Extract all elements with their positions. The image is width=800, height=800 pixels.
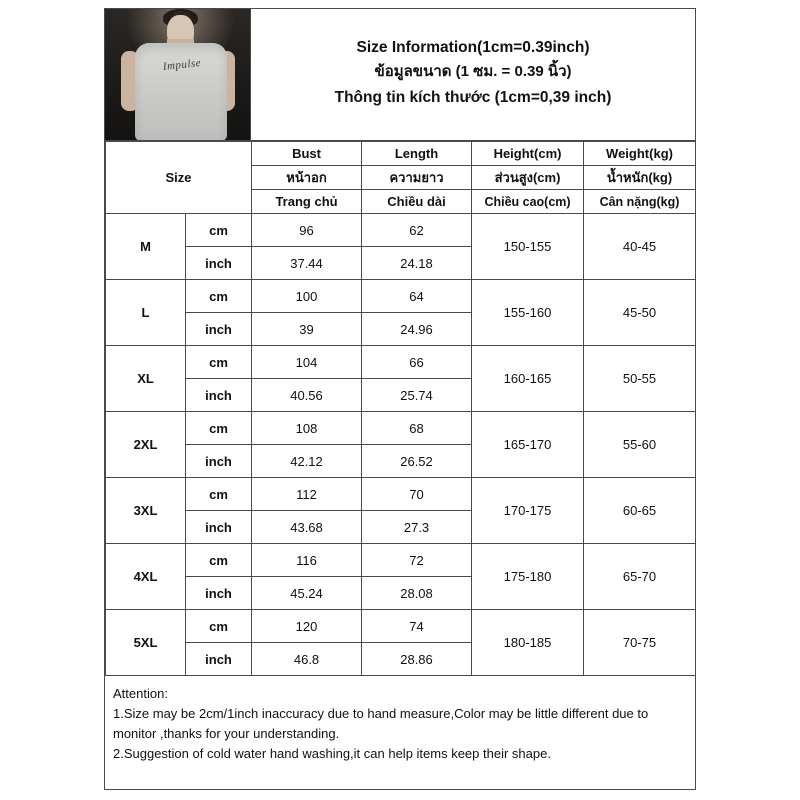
- header-weight-vi: Cân nặng(kg): [584, 190, 696, 214]
- xl-length-cm: 66: [362, 346, 472, 379]
- row-size-xl: XL: [106, 346, 186, 412]
- 2xl-length-inch: 26.52: [362, 445, 472, 478]
- xl-bust-cm: 104: [252, 346, 362, 379]
- 5xl-height: 180-185: [472, 610, 584, 676]
- row-size-2xl: 2XL: [106, 412, 186, 478]
- 3xl-weight: 60-65: [584, 478, 696, 544]
- m-length-inch: 24.18: [362, 247, 472, 280]
- unit-cm: cm: [186, 544, 252, 577]
- header-weight-th: น้ำหนัก(kg): [584, 166, 696, 190]
- unit-cm: cm: [186, 214, 252, 247]
- header-height-en: Height(cm): [472, 142, 584, 166]
- header-size-label: Size: [106, 142, 252, 214]
- 3xl-height: 170-175: [472, 478, 584, 544]
- header-length-th: ความยาว: [362, 166, 472, 190]
- size-table: [105, 141, 696, 676]
- 5xl-length-inch: 28.86: [362, 643, 472, 676]
- m-bust-inch: 37.44: [252, 247, 362, 280]
- 3xl-bust-cm: 112: [252, 478, 362, 511]
- 3xl-length-inch: 27.3: [362, 511, 472, 544]
- l-height: 155-160: [472, 280, 584, 346]
- unit-inch: inch: [186, 511, 252, 544]
- unit-cm: cm: [186, 346, 252, 379]
- unit-cm: cm: [186, 280, 252, 313]
- 4xl-bust-inch: 45.24: [252, 577, 362, 610]
- product-photo-image: [105, 9, 250, 140]
- 4xl-length-cm: 72: [362, 544, 472, 577]
- l-length-cm: 64: [362, 280, 472, 313]
- unit-cm: cm: [186, 412, 252, 445]
- title-vi: Thông tin kích thước (1cm=0,39 inch): [334, 88, 612, 106]
- l-bust-cm: 100: [252, 280, 362, 313]
- unit-inch: inch: [186, 247, 252, 280]
- title-en: Size Information(1cm=0.39inch): [356, 38, 590, 56]
- tank-top-print: Impulse: [162, 57, 202, 73]
- 4xl-length-inch: 28.08: [362, 577, 472, 610]
- l-length-inch: 24.96: [362, 313, 472, 346]
- xl-bust-inch: 40.56: [252, 379, 362, 412]
- table-row: [106, 280, 696, 313]
- table-row: [106, 346, 696, 379]
- table-row: [106, 214, 696, 247]
- row-size-3xl: 3XL: [106, 478, 186, 544]
- 2xl-length-cm: 68: [362, 412, 472, 445]
- 5xl-length-cm: 74: [362, 610, 472, 643]
- header-bust-en: Bust: [252, 142, 362, 166]
- row-size-l: L: [106, 280, 186, 346]
- product-photo: [105, 9, 251, 141]
- 4xl-weight: 65-70: [584, 544, 696, 610]
- table-row: [106, 412, 696, 445]
- unit-cm: cm: [186, 478, 252, 511]
- 5xl-bust-cm: 120: [252, 610, 362, 643]
- title-block: [251, 9, 695, 141]
- unit-inch: inch: [186, 445, 252, 478]
- unit-cm: cm: [186, 610, 252, 643]
- xl-length-inch: 25.74: [362, 379, 472, 412]
- 5xl-bust-inch: 46.8: [252, 643, 362, 676]
- unit-inch: inch: [186, 379, 252, 412]
- attention-note-2: 2.Suggestion of cold water hand washing,it can help items keep their shape.: [113, 746, 551, 762]
- unit-inch: inch: [186, 313, 252, 346]
- table-row: [106, 478, 696, 511]
- 2xl-height: 165-170: [472, 412, 584, 478]
- attention-block: [105, 676, 695, 775]
- l-bust-inch: 39: [252, 313, 362, 346]
- l-weight: 45-50: [584, 280, 696, 346]
- 3xl-bust-inch: 43.68: [252, 511, 362, 544]
- 2xl-bust-cm: 108: [252, 412, 362, 445]
- table-row: [106, 544, 696, 577]
- xl-height: 160-165: [472, 346, 584, 412]
- header-length-vi: Chiều dài: [362, 190, 472, 214]
- header-height-vi: Chiều cao(cm): [472, 190, 584, 214]
- 2xl-weight: 55-60: [584, 412, 696, 478]
- m-weight: 40-45: [584, 214, 696, 280]
- 5xl-weight: 70-75: [584, 610, 696, 676]
- 2xl-bust-inch: 42.12: [252, 445, 362, 478]
- size-chart-sheet: [104, 8, 696, 790]
- header-bust-th: หน้าอก: [252, 166, 362, 190]
- m-height: 150-155: [472, 214, 584, 280]
- header-length-en: Length: [362, 142, 472, 166]
- row-size-m: M: [106, 214, 186, 280]
- 4xl-bust-cm: 116: [252, 544, 362, 577]
- header-weight-en: Weight(kg): [584, 142, 696, 166]
- header-row: [105, 9, 695, 141]
- 4xl-height: 175-180: [472, 544, 584, 610]
- unit-inch: inch: [186, 577, 252, 610]
- header-height-th: ส่วนสูง(cm): [472, 166, 584, 190]
- attention-heading: Attention:: [113, 686, 168, 701]
- row-size-4xl: 4XL: [106, 544, 186, 610]
- title-th: ข้อมูลขนาด (1 ซม. = 0.39 นิ้ว): [374, 63, 572, 81]
- header-bust-vi: Trang chủ: [252, 190, 362, 214]
- m-length-cm: 62: [362, 214, 472, 247]
- row-size-5xl: 5XL: [106, 610, 186, 676]
- 3xl-length-cm: 70: [362, 478, 472, 511]
- table-header-row-en: [106, 142, 696, 166]
- xl-weight: 50-55: [584, 346, 696, 412]
- unit-inch: inch: [186, 643, 252, 676]
- m-bust-cm: 96: [252, 214, 362, 247]
- table-row: [106, 610, 696, 643]
- attention-note-1: 1.Size may be 2cm/1inch inaccuracy due to hand measure,Color may be little different due to monitor ,thanks for your understanding.: [113, 706, 649, 742]
